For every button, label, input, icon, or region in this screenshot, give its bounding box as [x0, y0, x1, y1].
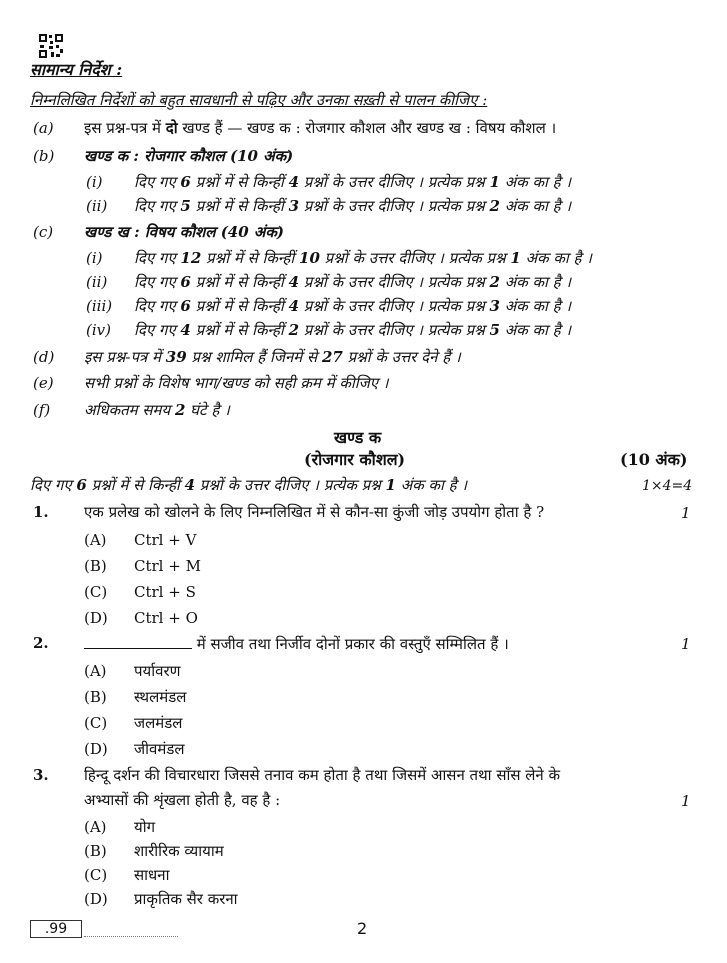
- instruction-c-iii: दिए गए 6 प्रश्नों में से किन्हीं 4 प्रश्नों के उत्तर दीजिए । प्रत्येक प्रश्न 3 अंक का है ।: [134, 297, 572, 315]
- page-number: 2: [357, 919, 368, 938]
- option-text: पर्यावरण: [134, 662, 181, 680]
- option-label: (B): [84, 842, 107, 860]
- option-text: Ctrl + S: [134, 583, 196, 601]
- section-marks: (10 अंक): [620, 450, 688, 469]
- option-text: Ctrl + V: [134, 531, 197, 549]
- option-text: जीवमंडल: [134, 740, 185, 758]
- section-title: खण्ड क: [334, 428, 382, 447]
- question-marks: 1: [681, 792, 691, 810]
- instruction-label: (b): [33, 147, 55, 165]
- instruction-a: इस प्रश्न-पत्र में दो खण्ड हैं — खण्ड क : रोजगार कौशल और खण्ड ख : विषय कौशल ।: [84, 119, 557, 137]
- answer-blank: [84, 636, 192, 649]
- option-text: साधना: [134, 866, 170, 884]
- instruction-label: (i): [86, 249, 103, 267]
- option-label: (A): [84, 662, 107, 680]
- instruction-label: (iv): [86, 321, 111, 339]
- instruction-label: (ii): [86, 273, 108, 291]
- instruction-label: (d): [33, 348, 55, 366]
- footer-dotted-line: [84, 936, 178, 937]
- instruction-b-i: दिए गए 6 प्रश्नों में से किन्हीं 4 प्रश्नों के उत्तर दीजिए । प्रत्येक प्रश्न 1 अंक का है ।: [134, 173, 572, 191]
- option-label: (C): [84, 714, 108, 732]
- option-label: (D): [84, 609, 108, 627]
- instruction-b-heading: खण्ड क : रोजगार कौशल (10 अंक): [84, 147, 294, 165]
- instruction-label: (iii): [86, 297, 113, 315]
- paper-code-box: .99: [30, 920, 82, 938]
- question-number: 2.: [33, 634, 49, 652]
- question-text-continued: अभ्यासों की शृंखला होती है, वह है :: [84, 791, 281, 809]
- option-label: (B): [84, 557, 107, 575]
- option-label: (A): [84, 531, 107, 549]
- question-number: 1.: [33, 503, 49, 521]
- section-instruction: दिए गए 6 प्रश्नों में से किन्हीं 4 प्रश्नों के उत्तर दीजिए । प्रत्येक प्रश्न 1 अंक का है ।: [30, 476, 468, 494]
- option-text: योग: [134, 818, 156, 836]
- option-text: Ctrl + M: [134, 557, 201, 575]
- instruction-c-iv: दिए गए 4 प्रश्नों में से किन्हीं 2 प्रश्नों के उत्तर दीजिए । प्रत्येक प्रश्न 5 अंक का है ।: [134, 321, 572, 339]
- option-label: (C): [84, 583, 108, 601]
- option-label: (D): [84, 740, 108, 758]
- instruction-c-heading: खण्ड ख : विषय कौशल (40 अंक): [84, 223, 284, 241]
- section-instruction-marks: 1×4=4: [642, 478, 693, 494]
- instruction-e: सभी प्रश्नों के विशेष भाग/खण्ड को सही क्रम में कीजिए ।: [84, 374, 389, 392]
- question-marks: 1: [681, 504, 691, 522]
- instruction-label: (ii): [86, 197, 108, 215]
- question-marks: 1: [681, 635, 691, 653]
- option-text: शारीरिक व्यायाम: [134, 842, 224, 860]
- question-number: 3.: [33, 766, 49, 784]
- instruction-c-i: दिए गए 12 प्रश्नों में से किन्हीं 10 प्रश्नों के उत्तर दीजिए । प्रत्येक प्रश्न 1 अंक का है ।: [134, 249, 592, 267]
- instruction-label: (e): [33, 374, 54, 392]
- option-text: जलमंडल: [134, 714, 183, 732]
- option-label: (A): [84, 818, 107, 836]
- section-subtitle: (रोजगार कौशल): [304, 450, 406, 469]
- option-text: प्राकृतिक सैर करना: [134, 890, 238, 908]
- instruction-label: (c): [33, 223, 54, 241]
- instruction-d: इस प्रश्न-पत्र में 39 प्रश्न शामिल हैं जिनमें से 27 प्रश्नों के उत्तर देने हैं ।: [84, 348, 461, 366]
- qr-code-icon: [38, 33, 64, 59]
- instruction-label: (a): [33, 119, 54, 137]
- instruction-f: अधिकतम समय 2 घंटे है ।: [84, 401, 230, 419]
- option-label: (D): [84, 890, 108, 908]
- instruction-label: (f): [33, 401, 51, 419]
- option-label: (C): [84, 866, 108, 884]
- instruction-b-ii: दिए गए 5 प्रश्नों में से किन्हीं 3 प्रश्नों के उत्तर दीजिए । प्रत्येक प्रश्न 2 अंक का है ।: [134, 197, 572, 215]
- instructions-intro: निम्नलिखित निर्देशों को बहुत सावधानी से पढ़िए और उनका सख़्ती से पालन कीजिए :: [30, 91, 488, 109]
- question-text: में सजीव तथा निर्जीव दोनों प्रकार की वस्तुएँ सम्मिलित हैं ।: [84, 636, 509, 652]
- option-text: स्थलमंडल: [134, 688, 187, 706]
- question-text: एक प्रलेख को खोलने के लिए निम्नलिखित में से कौन-सा कुंजी जोड़ उपयोग होता है ?: [84, 503, 545, 521]
- instruction-c-ii: दिए गए 6 प्रश्नों में से किन्हीं 4 प्रश्नों के उत्तर दीजिए । प्रत्येक प्रश्न 2 अंक का है ।: [134, 273, 572, 291]
- instructions-title: सामान्य निर्देश :: [30, 60, 123, 79]
- question-text: हिन्दू दर्शन की विचारधारा जिससे तनाव कम होता है तथा जिसमें आसन तथा साँस लेने के: [84, 766, 561, 784]
- option-label: (B): [84, 688, 107, 706]
- instruction-label: (i): [86, 173, 103, 191]
- option-text: Ctrl + O: [134, 609, 198, 627]
